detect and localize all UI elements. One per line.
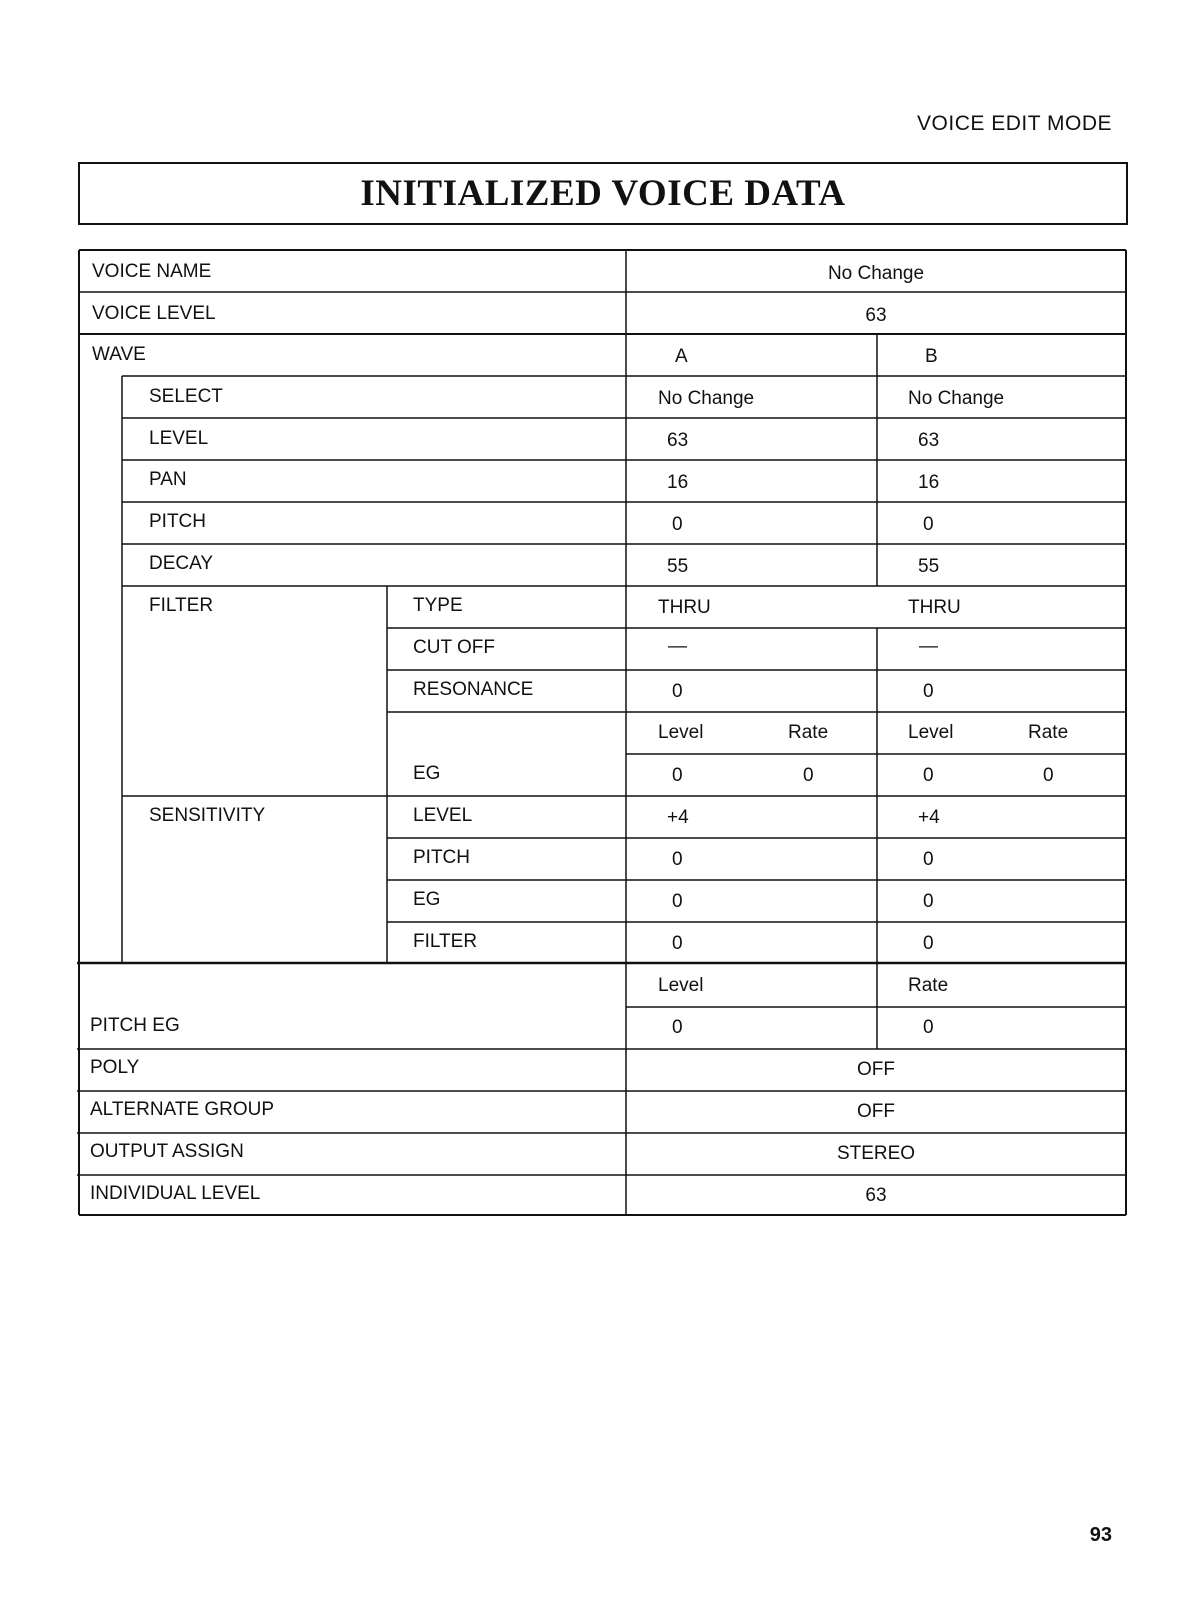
pitch-b: 0 — [923, 514, 934, 535]
individual-level-label: INDIVIDUAL LEVEL — [90, 1183, 261, 1204]
filter-eg-b-level: 0 — [923, 765, 934, 786]
filter-type-label: TYPE — [413, 595, 463, 616]
filter-eg-b-rate: 0 — [1043, 765, 1054, 786]
pitch-a: 0 — [672, 514, 683, 535]
pan-b: 16 — [918, 472, 940, 493]
level-label: LEVEL — [149, 428, 209, 449]
filter-resonance-b: 0 — [923, 681, 934, 702]
filter-eg-a-rate-header: Rate — [788, 722, 829, 743]
alternate-group-value: OFF — [857, 1101, 895, 1122]
wave-label: WAVE — [92, 344, 146, 365]
filter-type-b: THRU — [908, 597, 961, 618]
sensitivity-filter-label: FILTER — [413, 931, 478, 952]
sensitivity-pitch-label: PITCH — [413, 847, 470, 868]
sensitivity-level-b: +4 — [918, 807, 940, 828]
sensitivity-level-label: LEVEL — [413, 805, 473, 826]
level-b: 63 — [918, 430, 940, 451]
pan-label: PAN — [149, 469, 187, 490]
voice-level-label: VOICE LEVEL — [92, 303, 216, 324]
page-title: INITIALIZED VOICE DATA — [360, 173, 846, 214]
voice-name-label: VOICE NAME — [92, 261, 212, 282]
filter-resonance-a: 0 — [672, 681, 683, 702]
pitch-label: PITCH — [149, 511, 206, 532]
poly-label: POLY — [90, 1057, 140, 1078]
sensitivity-level-a: +4 — [667, 807, 689, 828]
output-assign-label: OUTPUT ASSIGN — [90, 1141, 244, 1162]
sensitivity-eg-b: 0 — [923, 891, 934, 912]
wave-col-a: A — [675, 346, 688, 367]
filter-eg-label: EG — [413, 763, 441, 784]
sensitivity-eg-label: EG — [413, 889, 441, 910]
poly-value: OFF — [857, 1059, 895, 1080]
level-a: 63 — [667, 430, 689, 451]
filter-eg-b-rate-header: Rate — [1028, 722, 1069, 743]
filter-eg-b-level-header: Level — [908, 722, 954, 743]
pitch-eg-rate: 0 — [923, 1017, 934, 1038]
output-assign-value: STEREO — [836, 1143, 916, 1164]
voice-name-value: No Change — [827, 263, 925, 284]
sensitivity-filter-b: 0 — [923, 933, 934, 954]
filter-cutoff-b: — — [919, 636, 938, 657]
filter-label: FILTER — [149, 595, 214, 616]
filter-eg-a-level: 0 — [672, 765, 683, 786]
sensitivity-pitch-b: 0 — [923, 849, 934, 870]
individual-level-value: 63 — [865, 1185, 887, 1206]
sensitivity-eg-a: 0 — [672, 891, 683, 912]
pan-a: 16 — [667, 472, 689, 493]
voice-level-value: 63 — [865, 305, 887, 326]
filter-type-a: THRU — [658, 597, 711, 618]
filter-resonance-label: RESONANCE — [413, 679, 534, 700]
wave-col-b: B — [925, 346, 938, 367]
alternate-group-label: ALTERNATE GROUP — [90, 1099, 275, 1120]
filter-cutoff-a: — — [668, 636, 687, 657]
select-b: No Change — [908, 388, 1005, 409]
pitch-eg-level-header: Level — [658, 975, 704, 996]
page-number: 93 — [1089, 1524, 1112, 1546]
filter-eg-a-rate: 0 — [803, 765, 814, 786]
sensitivity-filter-a: 0 — [672, 933, 683, 954]
filter-eg-a-level-header: Level — [658, 722, 704, 743]
sensitivity-pitch-a: 0 — [672, 849, 683, 870]
decay-a: 55 — [667, 556, 689, 577]
pitch-eg-level: 0 — [672, 1017, 683, 1038]
section-header: VOICE EDIT MODE — [917, 112, 1112, 135]
decay-label: DECAY — [149, 553, 214, 574]
pitch-eg-label: PITCH EG — [90, 1015, 180, 1036]
pitch-eg-rate-header: Rate — [908, 975, 949, 996]
select-a: No Change — [658, 388, 755, 409]
decay-b: 55 — [918, 556, 940, 577]
filter-cutoff-label: CUT OFF — [413, 637, 495, 658]
select-label: SELECT — [149, 386, 223, 407]
sensitivity-label: SENSITIVITY — [149, 805, 266, 826]
